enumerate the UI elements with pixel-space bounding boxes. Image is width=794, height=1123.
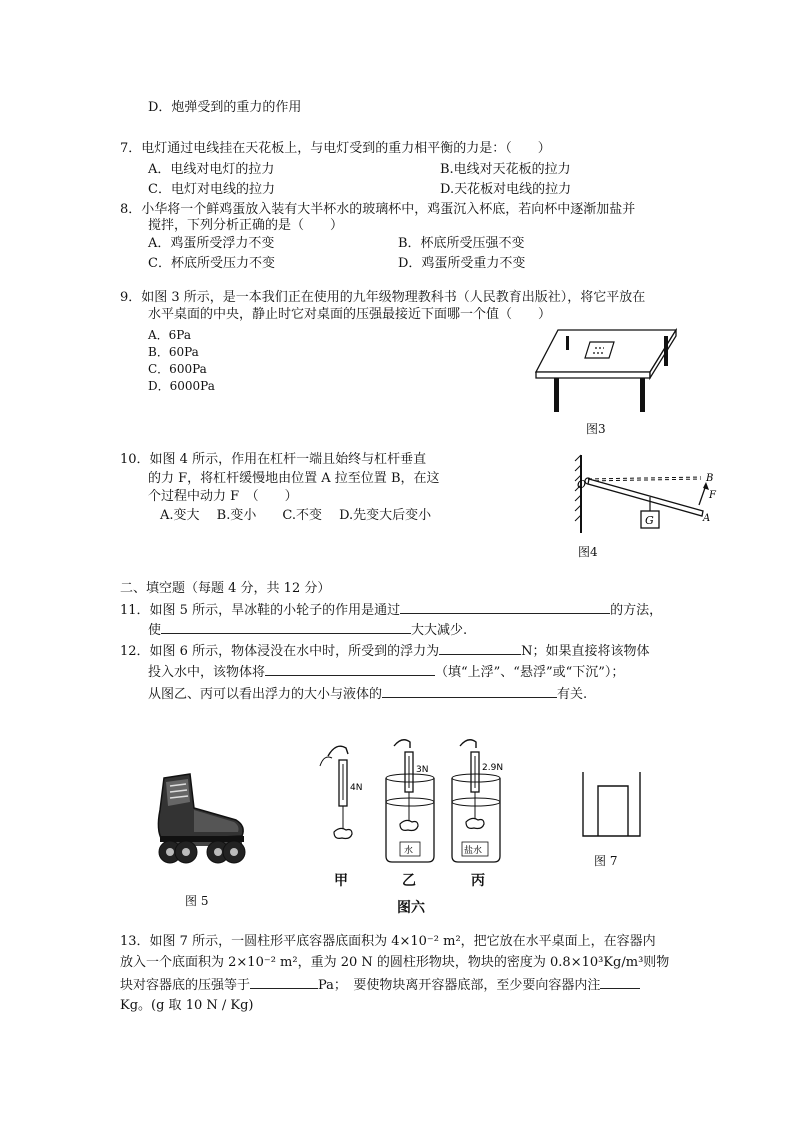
q13-line2: 放入一个底面积为 2×10⁻² m²，重为 20 N 的圆柱形物块，物块的密度为 0.8×10³Kg/m³则物: [120, 955, 670, 970]
section2-heading: 二、填空题（每题 4 分，共 12 分）: [120, 581, 331, 596]
figure-6-label-bing: 丙: [471, 873, 485, 889]
figure-6-reading-yi: 3N: [416, 765, 429, 775]
q9-stem-line2: 水平桌面的中央，静止时它对桌面的压强最接近下面哪一个值（ ）: [148, 307, 552, 322]
q11-line1-text-a: 11．如图 5 所示，旱冰鞋的小轮子的作用是通过: [120, 603, 401, 618]
q12-line3-text-b: 有关.: [557, 687, 588, 702]
figure-6-label-yi: 乙: [402, 873, 416, 889]
q9-stem-line1: 9．如图 3 所示，是一本我们正在使用的九年级物理教科书（人民教育出版社），将它平放在: [120, 290, 646, 305]
q12-line1-text-b: N；如果直接将该物体: [521, 644, 650, 659]
figure-4-label-b: B: [706, 473, 714, 484]
figure-4-lever-diagram: [575, 455, 725, 540]
q8-stem-line1: 8．小华将一个鲜鸡蛋放入装有大半杯水的玻璃杯中，鸡蛋沉入杯底，若向杯中逐渐加盐并: [120, 202, 636, 217]
q8-option-a: A．鸡蛋所受浮力不变: [148, 236, 275, 251]
figure-4-label-o: O: [577, 478, 587, 491]
figure-7-container-diagram: [582, 772, 642, 838]
q7-option-c: C．电灯对电线的拉力: [148, 182, 275, 197]
q11-blank-1[interactable]: [400, 600, 610, 614]
q13-line4: Kg。(g 取 10 N / Kg): [120, 998, 254, 1013]
q8-option-d: D．鸡蛋所受重力不变: [398, 256, 526, 271]
q8-stem-line2: 搅拌，下列分析正确的是（ ）: [148, 218, 344, 233]
q6-option-d: D．炮弹受到的重力的作用: [148, 100, 302, 115]
q11-line2: [148, 620, 467, 640]
q7-option-d: D.天花板对电线的拉力: [440, 182, 572, 197]
q10-stem-line3: 个过程中动力 F （ ）: [148, 489, 298, 504]
q7-option-b: B.电线对天花板的拉力: [440, 162, 571, 177]
q11-line1-text-b: 的方法，: [610, 603, 663, 618]
q9-option-d: D．6000Pa: [148, 379, 215, 393]
q10-stem-line1: 10．如图 4 所示，作用在杠杆一端且始终与杠杆垂直: [120, 452, 427, 467]
q13-blank-1[interactable]: [250, 975, 318, 989]
q13-line1: 13．如图 7 所示，一圆柱形平底容器底面积为 4×10⁻² m²，把它放在水平桌面上，在容器内: [120, 934, 656, 949]
q12-blank-3[interactable]: [382, 684, 557, 698]
q12-line3: [148, 684, 587, 704]
q12-line1: [120, 641, 649, 661]
q11-line1: [120, 600, 662, 620]
q11-line2-text-b: 大大减少.: [411, 623, 468, 638]
q7-option-a: A．电线对电灯的拉力: [148, 162, 275, 177]
figure-5-caption: 图 5: [185, 894, 209, 908]
q13-line3-text-a: 块对容器底的压强等于: [120, 978, 251, 993]
figure-6-liquid-saltwater: 盐水: [464, 846, 483, 856]
figure-6-caption: 图六: [397, 900, 425, 916]
figure-7-caption: 图 7: [594, 854, 618, 868]
figure-6-spring-scale-diagram: [310, 738, 510, 868]
q12-blank-1[interactable]: [439, 641, 521, 655]
q9-option-b: B．60Pa: [148, 345, 199, 359]
q12-line2-text-a: 投入水中，该物体将: [148, 665, 266, 680]
figure-6-liquid-water: 水: [404, 846, 414, 856]
q13-line3: [120, 975, 640, 995]
q13-blank-2[interactable]: [600, 975, 640, 989]
q10-options: A.变大 B.变小 C.不变 D.先变大后变小: [160, 508, 432, 523]
q12-line3-text-a: 从图乙、丙可以看出浮力的大小与液体的: [148, 687, 383, 702]
q8-option-b: B．杯底所受压强不变: [398, 236, 525, 251]
figure-3-caption: 图3: [586, 422, 606, 436]
q9-option-a: A．6Pa: [148, 328, 191, 342]
q10-stem-line2: 的力 F，将杠杆缓慢地由位置 A 拉至位置 B，在这: [148, 471, 440, 486]
figure-4-label-g: G: [645, 514, 654, 527]
q12-blank-2[interactable]: [265, 662, 435, 676]
figure-4-label-a: A: [703, 513, 711, 524]
figure-4-label-f: F: [709, 490, 716, 501]
q11-blank-2[interactable]: [161, 620, 411, 634]
q12-line2-text-b: （填“上浮”、“悬浮”或“下沉”）；: [435, 665, 625, 680]
q11-line2-text-a: 使: [148, 623, 162, 638]
q12-line2: [148, 662, 624, 682]
figure-6-reading-bing: 2.9N: [482, 763, 504, 773]
q7-stem: 7．电灯通过电线挂在天花板上，与电灯受到的重力相平衡的力是：（ ）: [120, 141, 551, 156]
figure-6-reading-jia: 4N: [350, 783, 363, 793]
figure-5-roller-skate-image: [150, 770, 250, 865]
q9-option-c: C．600Pa: [148, 362, 207, 376]
q12-line1-text-a: 12．如图 6 所示，物体浸没在水中时，所受到的浮力为: [120, 644, 440, 659]
figure-6-label-jia: 甲: [334, 873, 348, 889]
q8-option-c: C．杯底所受压力不变: [148, 256, 275, 271]
figure-4-caption: 图4: [578, 545, 598, 559]
q13-line3-text-b: Pa； 要使物块离开容器底部，至少要向容器内注: [318, 978, 601, 993]
figure-3-table-diagram: [530, 328, 680, 414]
